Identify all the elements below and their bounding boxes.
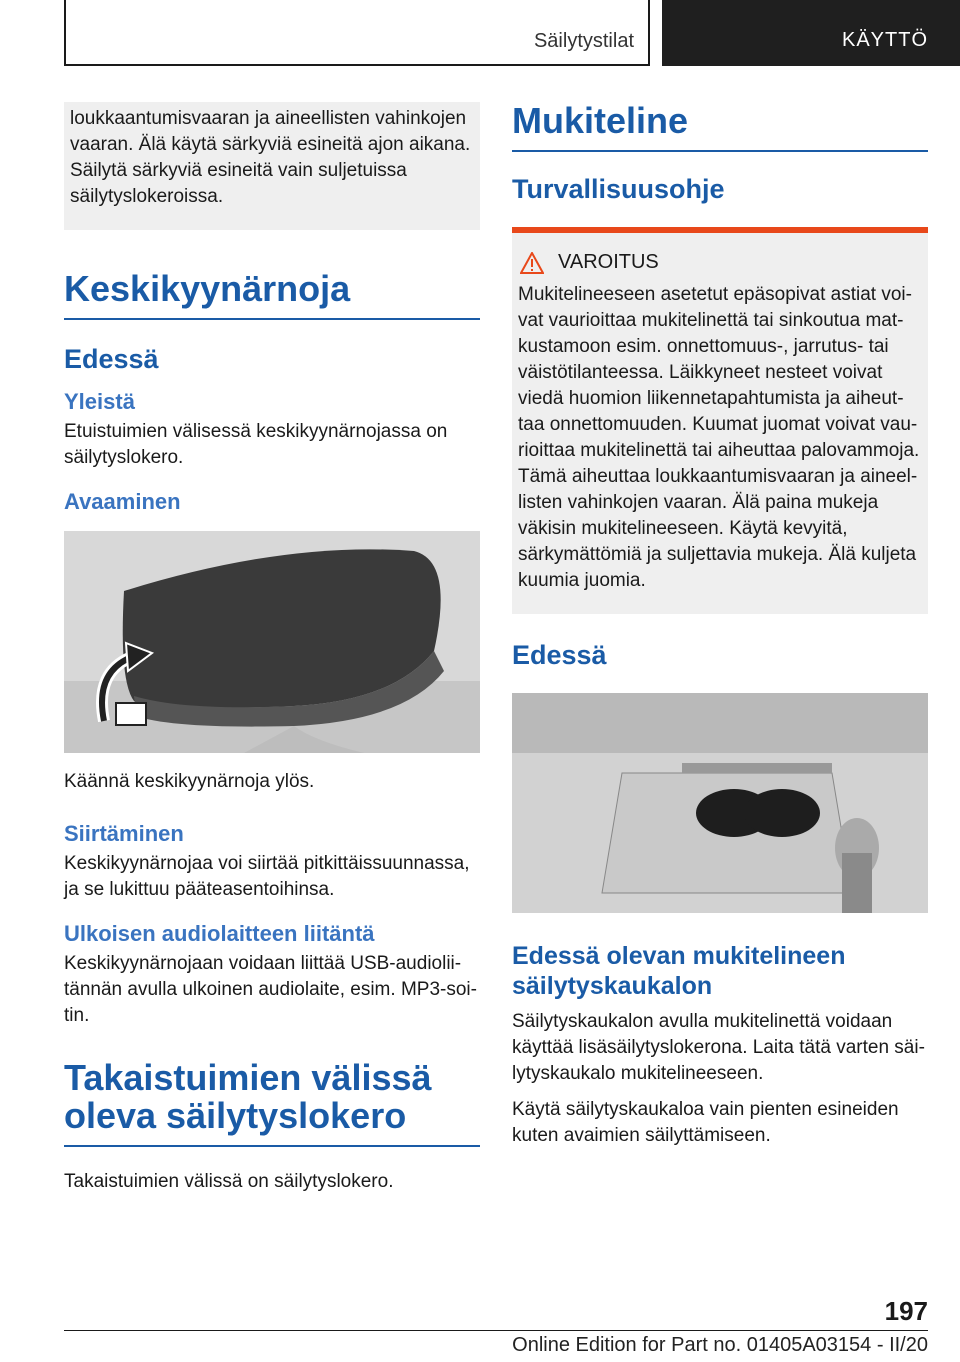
warning-box bbox=[512, 233, 928, 614]
warning-header bbox=[518, 251, 922, 274]
opening-caption: Käännä keskikyynärnoja ylös. bbox=[64, 771, 315, 792]
left-column bbox=[64, 102, 480, 1195]
heading-cupholder: Mukiteline bbox=[512, 102, 928, 152]
rear-storage-text: Takaistuimien välissä on säilytyslokero. bbox=[64, 1171, 394, 1192]
header-chapter-tab bbox=[662, 0, 960, 66]
heading-rear-storage: Takaistuimien välissä oleva säilytyslokero bbox=[64, 1059, 480, 1147]
header-rule-left bbox=[64, 0, 66, 66]
heading-front-cupholder: Edessä bbox=[512, 640, 607, 670]
cupholder-illustration bbox=[512, 693, 928, 913]
heading-cupholder-tray: Edessä olevan mukitelineen säilytyskaukalon bbox=[512, 942, 846, 1000]
heading-front-armrest: Edessä bbox=[64, 344, 159, 374]
tray-text-1: Säilytyskaukalon avulla mukitelinettä voidaan käyttää lisäsäilytyslokerona. Laita tätä varten säilytyskaukalo mukitelineeseen. bbox=[512, 1011, 925, 1084]
header-section-title: Säilytystilat bbox=[533, 30, 634, 52]
header-chapter-label: KÄYTTÖ bbox=[841, 29, 928, 51]
warning-continuation-text: loukkaantumisvaaran ja aineellisten vahinkojen vaaran. Älä käytä särkyviä esineitä ajon aikana. Säilytä särkyviä esineitä vain suljetuissa säilytyslokeroissa. bbox=[70, 108, 471, 207]
heading-safety: Turvallisuusohje bbox=[512, 174, 725, 204]
footer-edition: Online Edition for Part no. 01405A03154 - II/20 bbox=[512, 1334, 928, 1356]
heading-armrest: Keskikyynärnoja bbox=[64, 270, 480, 320]
armrest-illustration bbox=[64, 531, 480, 753]
cupholder-image bbox=[512, 693, 928, 913]
general-text: Etuistuimien välisessä keskikyynärnojassa on säilytyslokero. bbox=[64, 421, 448, 468]
audio-connection-text: Keskikyynärnojaan voidaan liittää USB-audioliitännän avulla ulkoinen audiolaite, esim. MP3-soitin. bbox=[64, 953, 477, 1026]
warning-triangle-icon bbox=[520, 252, 544, 274]
header-rule-right bbox=[648, 0, 650, 66]
heading-opening: Avaaminen bbox=[64, 489, 181, 514]
footer-rule bbox=[64, 1330, 928, 1331]
heading-moving: Siirtäminen bbox=[64, 821, 184, 846]
right-column bbox=[512, 102, 928, 1149]
warning-continuation-box bbox=[64, 102, 480, 230]
heading-general: Yleistä bbox=[64, 389, 135, 414]
moving-text: Keskikyynärnojaa voi siirtää pitkittäissuunnassa, ja se lukittuu pääteasentoihinsa. bbox=[64, 853, 470, 900]
tray-text-2: Käytä säilytyskaukaloa vain pienten esineiden kuten avaimien säilyttämiseen. bbox=[512, 1099, 899, 1146]
header-rule-bottom bbox=[64, 64, 650, 66]
heading-audio-connection: Ulkoisen audiolaitteen liitäntä bbox=[64, 921, 375, 946]
page-number: 197 bbox=[884, 1296, 928, 1326]
warning-title: VAROITUS bbox=[558, 251, 659, 273]
warning-text: Mukitelineeseen asetetut epäsopivat astiat voivat vaurioittaa mukitelinettä tai sinkoutua matkustamoon esim. onnettomuus-, jarrutus- tai väistötilanteessa. Läikkyneet nesteet voivat viedä huomion liikennetapahtumista ja aiheuttaa onnettomuuden. Kuumat juomat voivat vaurioittaa mukitelinettä tai aiheuttaa palovammoja. Tämä aiheuttaa loukkaantumisvaaran ja aineellisten vahinkojen vaaran. Älä paina mukeja väkisin mukitelineeseen. Käytä kevyitä, särkymättömiä ja suljettavia mukeja. Älä kuljeta kuumia juomia. bbox=[518, 284, 920, 591]
armrest-image bbox=[64, 531, 480, 753]
